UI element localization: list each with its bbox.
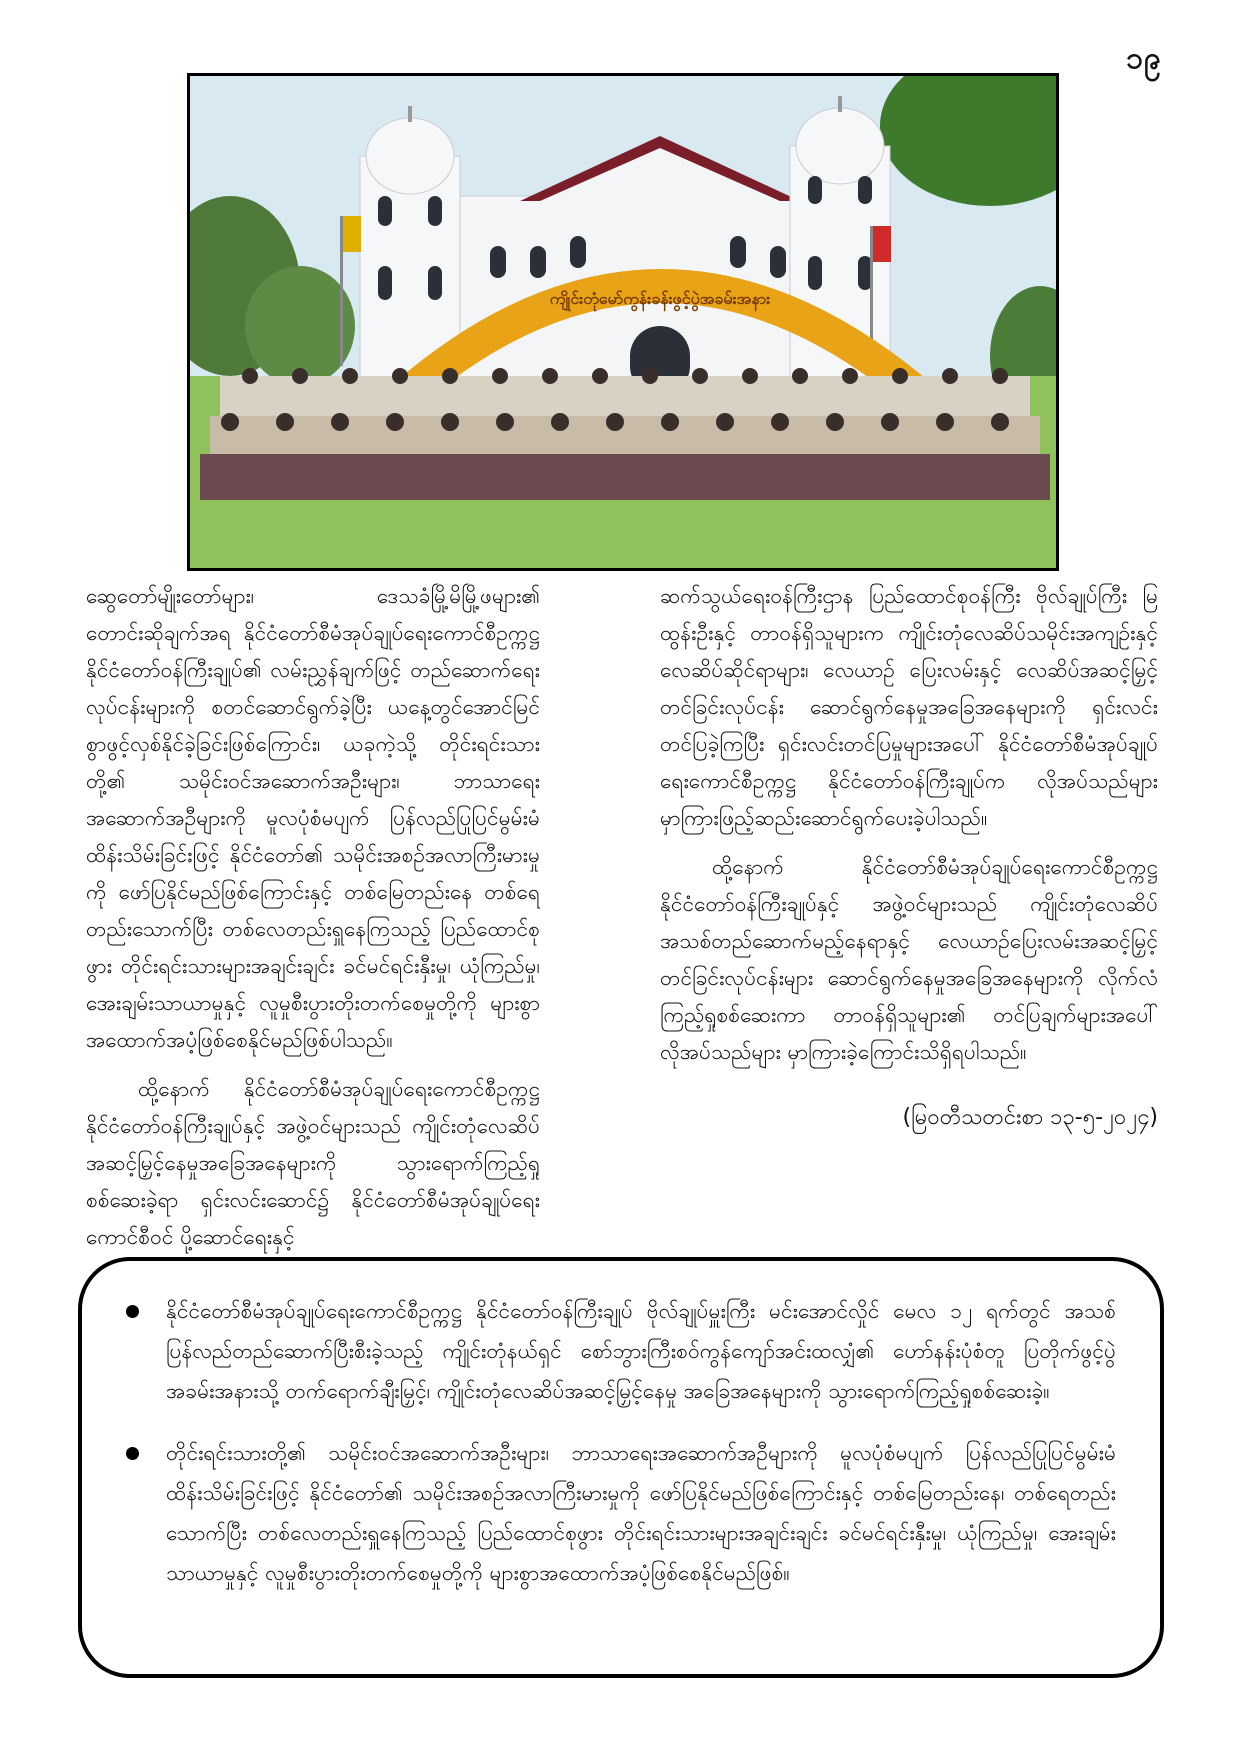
summary-item bbox=[122, 1433, 1116, 1593]
summary-item-text: တိုင်းရင်းသားတို့၏ သမိုင်းဝင်အဆောက်အဦးများ၊ ဘာသာရေးအဆောက်အဦများကို မူလပုံစံမပျက် ပြန်လည်ပြုပြင်မွမ်းမံထိန်းသိမ်းခြင်းဖြင့် နိုင်ငံတော်၏ သမိုင်းအစဉ်အလာကြီးမားမှုကို ဖော်ပြနိုင်မည်ဖြစ်ကြောင်းနှင့် တစ်မြေတည်းနေ၊ တစ်ရေတည်းသောက်ပြီး တစ်လေတည်းရှူနေကြသည့် ပြည်ထောင်စုဖွား တိုင်းရင်းသားများအချင်းချင်း ခင်မင်ရင်းနှီးမှု၊ ယုံကြည်မှု၊ အေးချမ်းသာယာမှုနှင့် လူမှုစီးပွားတိုးတက်စေမှုတို့ကို များစွာအထောက်အပံ့ဖြစ်စေနိုင်မည်ဖြစ်။ bbox=[166, 1441, 1116, 1585]
arch-banner-text: ကျိုင်းတုံမော်ကွန်းခန်းဖွင့်ပွဲအခမ်းအနား bbox=[549, 289, 771, 308]
museum-photo-illustration bbox=[190, 76, 1056, 568]
article-right-column bbox=[660, 578, 1158, 1258]
bullet-icon bbox=[126, 1447, 139, 1460]
article-paragraph: ထို့နောက် နိုင်ငံတော်စီမံအုပ်ချုပ်ရေးကောင်စီဥက္ကဋ္ဌ နိုင်ငံတော်ဝန်ကြီးချုပ်နှင့် အဖွဲ့ဝင်များသည် ကျိုင်းတုံလေဆိပ်အဆင့်မြှင့်နေမှုအခြေအနေများကို သွားရောက်ကြည့်ရှုစစ်ဆေးခဲ့ရာ ရှင်းလင်းဆောင်၌ နိုင်ငံတော်စီမံအုပ်ချုပ်ရေးကောင်စီဝင် ပို့ဆောင်ရေးနှင့် bbox=[86, 1077, 540, 1249]
summary-list bbox=[122, 1291, 1116, 1593]
article-left-column bbox=[86, 578, 540, 1258]
summary-box bbox=[78, 1257, 1164, 1678]
article-paragraph: ထို့နောက် နိုင်ငံတော်စီမံအုပ်ချုပ်ရေးကောင်စီဥက္ကဋ္ဌ နိုင်ငံတော်ဝန်ကြီးချုပ်နှင့် အဖွဲ့ဝင်များသည် ကျိုင်းတုံလေဆိပ် အသစ်တည်ဆောက်မည့်နေရာနှင့် လေယာဉ်ပြေးလမ်းအဆင့်မြှင့်တင်ခြင်းလုပ်ငန်းများ ဆောင်ရွက်နေမှုအခြေအနေများကို လိုက်လံကြည့်ရှုစစ်ဆေးကာ တာဝန်ရှိသူများ၏ တင်ပြချက်များအပေါ် လိုအပ်သည်များ မှာကြားခဲ့ကြောင်းသိရှိရပါသည်။ bbox=[660, 855, 1158, 1064]
bullet-icon bbox=[126, 1305, 139, 1318]
summary-item-text: နိုင်ငံတော်စီမံအုပ်ချုပ်ရေးကောင်စီဥက္ကဋ္ဌ နိုင်ငံတော်ဝန်ကြီးချုပ် ဗိုလ်ချုပ်မှူးကြီး မင်းအောင်လှိုင် မေလ ၁၂ ရက်တွင် အသစ်ပြန်လည်တည်ဆောက်ပြီးစီးခဲ့သည့် ကျိုင်းတုံနယ်ရှင် စော်ဘွားကြီးစဝ်ကွန်ကျော်အင်းထလျှံ၏ ဟော်နန်းပုံစံတူ ပြတိုက်ဖွင့်ပွဲအခမ်းအနားသို့ တက်ရောက်ချီးမြှင့်၊ ကျိုင်းတုံလေဆိပ်အဆင့်မြှင့်နေမှု အခြေအနေများကို သွားရောက်ကြည့်ရှုစစ်ဆေးခဲ့။ bbox=[166, 1299, 1116, 1403]
event-photo bbox=[187, 73, 1059, 571]
summary-item bbox=[122, 1291, 1116, 1411]
article-source: (မြဝတီသတင်းစာ ၁၃-၅-၂၀၂၄) bbox=[902, 1105, 1158, 1130]
article-paragraph: ဆွေတော်မျိုးတော်များ၊ ဒေသခံမြို့မိမြို့ဖများ၏ တောင်းဆိုချက်အရ နိုင်ငံတော်စီမံအုပ်ချုပ်ရေးကောင်စီဥက္ကဋ္ဌ နိုင်ငံတော်ဝန်ကြီးချုပ်၏ လမ်းညွှန်ချက်ဖြင့် တည်ဆောက်ရေးလုပ်ငန်းများကို စတင်ဆောင်ရွက်ခဲ့ပြီး ယနေ့တွင်အောင်မြင်စွာဖွင့်လှစ်နိုင်ခဲ့ခြင်းဖြစ်ကြောင်း၊ ယခုကဲ့သို့ တိုင်းရင်းသားတို့၏ သမိုင်းဝင်အဆောက်အဦးများ၊ ဘာသာရေးအဆောက်အဦများကို မူလပုံစံမပျက် ပြန်လည်ပြုပြင်မွမ်းမံထိန်းသိမ်းခြင်းဖြင့် နိုင်ငံတော်၏ သမိုင်းအစဉ်အလာကြီးမားမှုကို ဖော်ပြနိုင်မည်ဖြစ်ကြောင်းနှင့် တစ်မြေတည်းနေ တစ်ရေတည်းသောက်ပြီး တစ်လေတည်းရှူနေကြသည့် ပြည်ထောင်စုဖွား တိုင်းရင်းသားများအချင်းချင်း ခင်မင်ရင်းနှီးမှု၊ ယုံကြည်မှု၊ အေးချမ်းသာယာမှုနှင့် လူမှုစီးပွားတိုးတက်စေမှုတို့ကို များစွာအထောက်အပံ့ဖြစ်စေနိုင်မည်ဖြစ်ပါသည်။ bbox=[86, 584, 540, 1052]
article-paragraph: ဆက်သွယ်ရေးဝန်ကြီးဌာန ပြည်ထောင်စုဝန်ကြီး ဗိုလ်ချုပ်ကြီး မြထွန်းဦးနှင့် တာဝန်ရှိသူများက ကျိုင်းတုံလေဆိပ်သမိုင်းအကျဉ်းနှင့် လေဆိပ်ဆိုင်ရာများ၊ လေယာဉ် ပြေးလမ်းနှင့် လေဆိပ်အဆင့်မြှင့်တင်ခြင်းလုပ်ငန်း ဆောင်ရွက်နေမှုအခြေအနေများကို ရှင်းလင်းတင်ပြခဲ့ကြပြီး ရှင်းလင်းတင်ပြမှုများအပေါ် နိုင်ငံတော်စီမံအုပ်ချုပ်ရေးကောင်စီဥက္ကဋ္ဌ နိုင်ငံတော်ဝန်ကြီးချုပ်က လိုအပ်သည်များမှာကြားဖြည့်ဆည်းဆောင်ရွက်ပေးခဲ့ပါသည်။ bbox=[660, 584, 1158, 830]
page-number: ၁၉ bbox=[1126, 41, 1162, 76]
